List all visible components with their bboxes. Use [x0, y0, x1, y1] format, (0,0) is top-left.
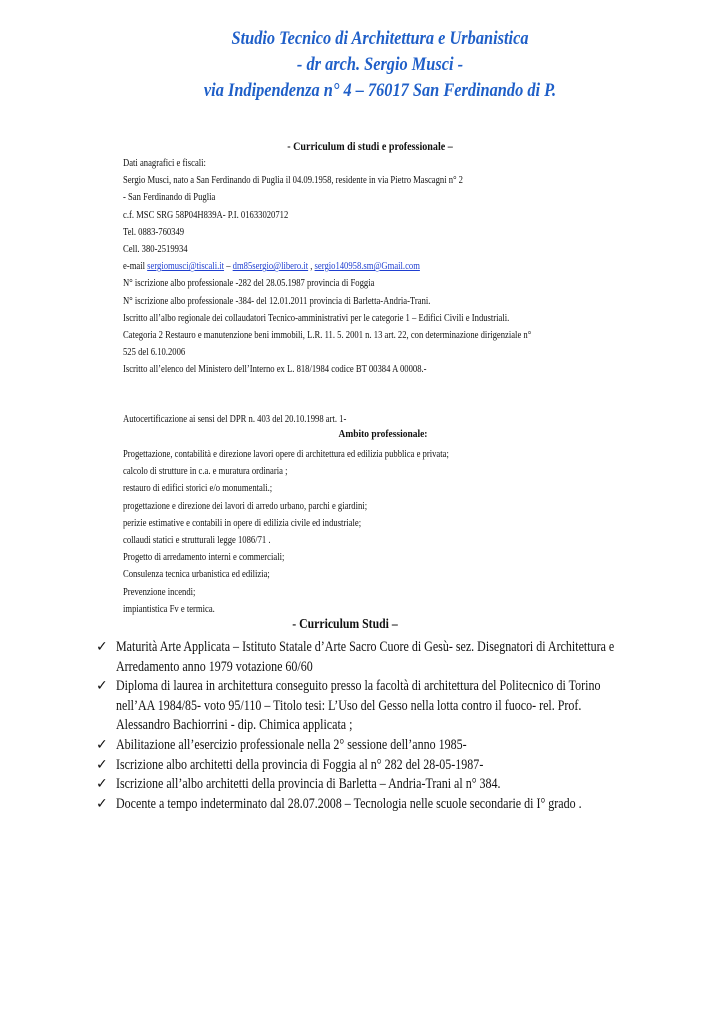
birth-residence: Sergio Musci, nato a San Ferdinando di Puglia il 04.09.1958, residente in via Pietro Mascagni n° 2	[123, 175, 463, 187]
email-link-libero[interactable]: dm85sergio@libero.it	[232, 261, 309, 273]
email-link-gmail[interactable]: sergio140958.sm@Gmail.com	[314, 261, 420, 273]
ambito-item: collaudi statici e strutturali legge 1086/71 .	[123, 535, 271, 547]
ambito-item: Consulenza tecnica urbanistica ed edilizia;	[123, 569, 270, 581]
anagrafici-section	[123, 155, 663, 379]
cellphone: Cell. 380-2519934	[123, 244, 188, 256]
ambito-item: calcolo di strutture in c.a. e muratura ordinaria ;	[123, 466, 288, 478]
ambito-item: progettazione e direzione dei lavori di arredo urbano, parchi e giardini;	[123, 500, 368, 512]
studi-item-albo-foggia: ✓ Iscrizione albo architetti della provincia di Foggia al n° 282 del 28-05-1987-	[96, 756, 716, 776]
studi-list	[96, 638, 716, 814]
ambito-item: Progetto di arredamento interni e commerciali;	[123, 552, 285, 564]
ambito-item: Prevenzione incendi;	[123, 586, 196, 598]
email-separator: ,	[308, 261, 315, 273]
anagrafici-heading: Dati anagrafici e fiscali:	[123, 158, 206, 169]
autocertificazione-text: Autocertificazione ai sensi del DPR n. 403 del 20.10.1998 art. 1-	[123, 414, 347, 425]
checkmark-icon: ✓	[96, 639, 108, 655]
albo-bat: N° iscrizione albo professionale -384- del 12.01.2011 provincia di Barletta-Andria-Trani.	[123, 295, 431, 307]
autocertificazione	[123, 411, 663, 428]
email-label: e-mail	[123, 261, 148, 273]
checkmark-icon: ✓	[96, 678, 108, 695]
determinazione: 525 del 6.10.2006	[123, 347, 186, 359]
ambito-title: Ambito professionale:	[338, 428, 428, 440]
checkmark-icon: ✓	[96, 736, 108, 753]
ambito-item: impiantistica Fv e termica.	[123, 603, 215, 615]
letterhead	[0, 26, 724, 104]
studi-item-albo-bat: ✓ Iscrizione all’albo architetti della provincia di Barletta – Andria-Trani al n° 384.	[96, 775, 716, 795]
studi-item-docente: ✓ Docente a tempo indeterminato dal 28.07.2008 – Tecnologia nelle scuole secondarie di I° grado .	[96, 795, 716, 815]
email-line	[123, 258, 566, 275]
ambito-list	[123, 446, 663, 618]
albo-collaudatori: Iscritto all’albo regionale dei collaudatori Tecnico-amministrativi per le categorie 1 – Edifici Civili e Industriali.	[123, 312, 510, 324]
letterhead-studio: Studio Tecnico di Architettura e Urbanistica	[231, 28, 529, 49]
ambito-item: Progettazione, contabilità e direzione lavori opere di architettura ed edilizia pubblica e privata;	[123, 449, 449, 460]
residence-city: - San Ferdinando di Puglia	[123, 192, 216, 204]
checkmark-icon: ✓	[96, 776, 108, 793]
cv-title: - Curriculum di studi e professionale –	[287, 139, 453, 153]
studi-item-abilitazione: ✓ Abilitazione all’esercizio professionale nella 2° sessione dell’anno 1985-	[96, 736, 716, 756]
checkmark-icon: ✓	[96, 756, 108, 773]
checkmark-icon: ✓	[96, 795, 108, 812]
categoria-restauro: Categoria 2 Restauro e manutenzione beni immobili, L.R. 11. 5. 2001 n. 13 art. 22, con determinazione dirigenziale n°	[123, 330, 532, 342]
email-link-tiscali[interactable]: sergiomusci@tiscali.it	[147, 261, 225, 273]
ambito-item: perizie estimative e contabili in opere di edilizia civile ed industriale;	[123, 517, 362, 529]
elenco-ministero: Iscritto all’elenco del Ministero dell’Interno ex L. 818/1984 codice BT 00384 A 00008.-	[123, 364, 427, 376]
letterhead-address: via Indipendenza n° 4 – 76017 San Ferdinando di P.	[203, 80, 557, 101]
fiscal-codes: c.f. MSC SRG 58P04H839A- P.I. 01633020712	[123, 209, 289, 221]
studi-item-laurea: ✓ Diploma di laurea in architettura conseguito presso la facoltà di architettura del Politecnico di Torino nell’AA 1984/85- voto 95/110 – Titolo tesi: L’Uso del Gesso nella lotta contro il fuoco- rel. Prof. Alessandro Bachiorrini - dip. Chimica applicata ;	[96, 678, 601, 734]
studi-title: - Curriculum Studi –	[292, 617, 398, 632]
letterhead-name: - dr arch. Sergio Musci -	[296, 54, 464, 75]
studi-item-maturita: ✓ Maturità Arte Applicata – Istituto Statale d’Arte Sacro Cuore di Gesù- sez. Disegnatori di Architettura e Arredamento anno 1979 votazione 60/60	[96, 639, 615, 675]
telephone: Tel. 0883-760349	[123, 226, 185, 238]
email-separator: –	[224, 261, 233, 273]
ambito-item: restauro di edifici storici e/o monumentali.;	[123, 483, 273, 495]
albo-foggia: N° iscrizione albo professionale -282 del 28.05.1987 provincia di Foggia	[123, 278, 375, 290]
